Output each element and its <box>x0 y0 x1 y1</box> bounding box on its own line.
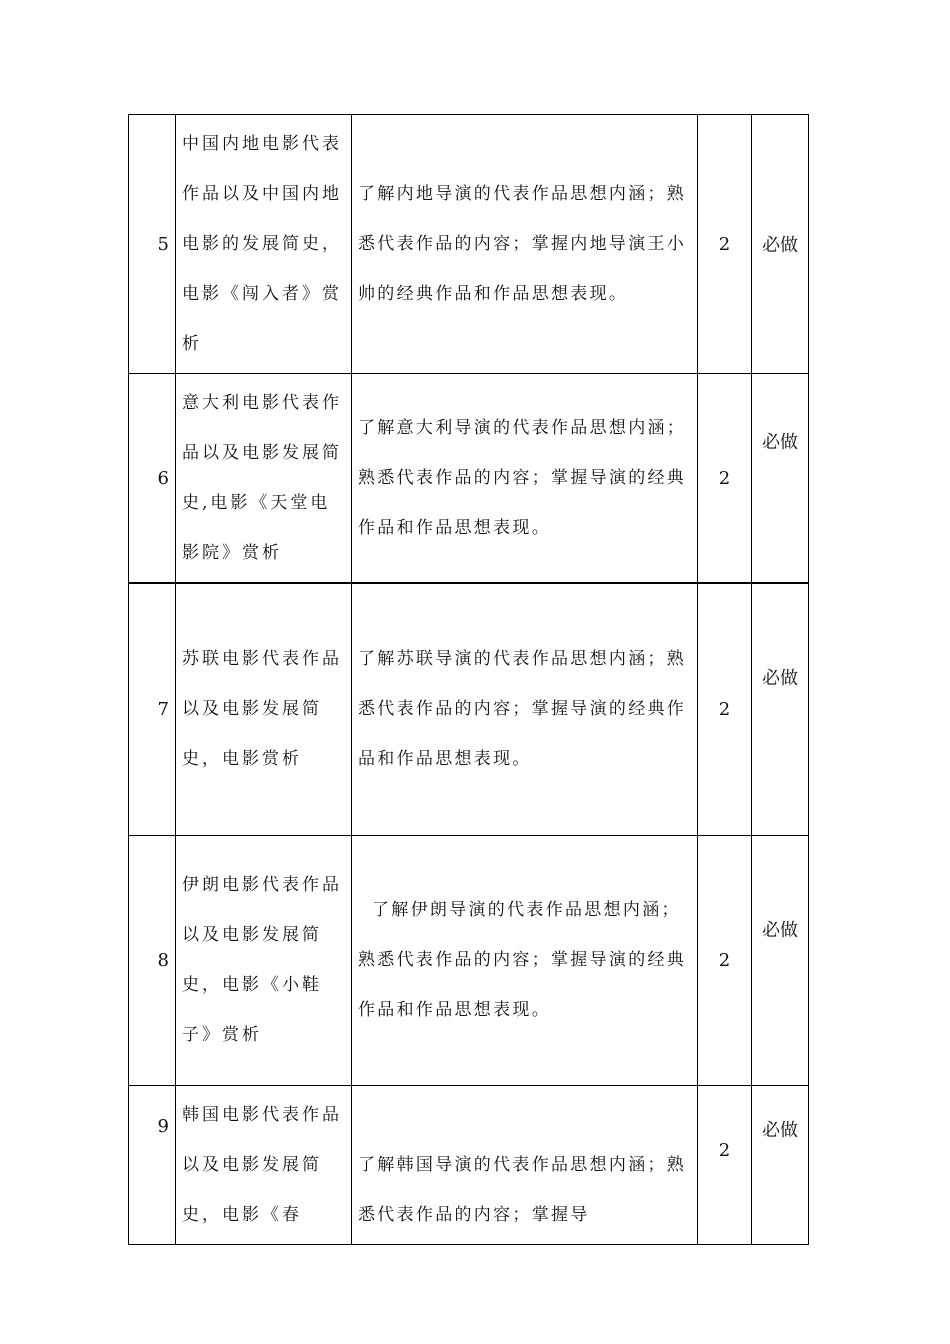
hours-cell: 2 <box>698 1085 752 1244</box>
table-row <box>129 374 809 584</box>
topic-text: 韩国电影代表作品以及电影发展简史，电影《春 <box>182 1104 342 1225</box>
hours-cell: 2 <box>698 115 752 374</box>
goal-cell: 了解意大利导演的代表作品思想内涵；熟悉代表作品的内容；掌握导演的经典作品和作品思想表现。 <box>352 374 698 584</box>
row-number: 5 <box>129 115 176 374</box>
topic-cell <box>176 1085 352 1244</box>
goal-cell: 了解伊朗导演的代表作品思想内涵；熟悉代表作品的内容；掌握导演的经典作品和作品思想表现。 <box>352 835 698 1085</box>
type-cell: 必做 <box>752 374 809 584</box>
row-number: 6 <box>129 374 176 584</box>
table-row <box>129 583 809 835</box>
row-number: 9 <box>129 1085 176 1244</box>
type-cell: 必做 <box>752 1085 809 1244</box>
table-row <box>129 1085 809 1244</box>
table-row <box>129 835 809 1085</box>
topic-cell: 伊朗电影代表作品以及电影发展简史，电影《小鞋子》赏析 <box>176 835 352 1085</box>
topic-cell: 苏联电影代表作品以及电影发展简史，电影赏析 <box>176 583 352 835</box>
hours-cell: 2 <box>698 583 752 835</box>
type-cell: 必做 <box>752 115 809 374</box>
topic-cell: 意大利电影代表作品以及电影发展简史,电影《天堂电影院》赏析 <box>176 374 352 584</box>
topic-cell: 中国内地电影代表作品以及中国内地电影的发展简史，电影《闯入者》赏析 <box>176 115 352 374</box>
table-row <box>129 115 809 374</box>
row-number: 8 <box>129 835 176 1085</box>
type-cell: 必做 <box>752 835 809 1085</box>
goal-cell: 了解苏联导演的代表作品思想内涵；熟悉代表作品的内容；掌握导演的经典作品和作品思想表现。 <box>352 583 698 835</box>
type-cell: 必做 <box>752 583 809 835</box>
hours-cell: 2 <box>698 835 752 1085</box>
goal-cell: 了解内地导演的代表作品思想内涵；熟悉代表作品的内容；掌握内地导演王小帅的经典作品和作品思想表现。 <box>352 115 698 374</box>
row-number: 7 <box>129 583 176 835</box>
course-schedule-table <box>128 114 809 1245</box>
hours-cell: 2 <box>698 374 752 584</box>
goal-cell: 了解韩国导演的代表作品思想内涵；熟悉代表作品的内容；掌握导 <box>352 1085 698 1244</box>
